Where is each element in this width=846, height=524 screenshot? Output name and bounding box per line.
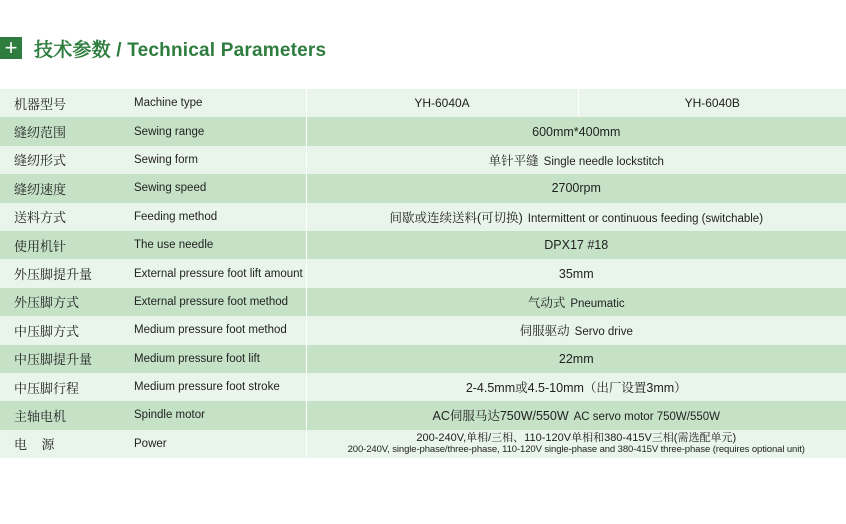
value-cn: 间歇或连续送料(可切换)	[389, 210, 523, 225]
param-name-cn: 外压脚提升量	[0, 259, 134, 287]
param-name-en: Machine type	[134, 89, 306, 117]
param-name-en: Sewing range	[134, 117, 306, 145]
param-value	[306, 288, 846, 316]
plus-icon: +	[0, 37, 22, 59]
parameters-table	[0, 89, 846, 458]
value-cn: 35mm	[558, 266, 594, 281]
param-name-cn: 中压脚方式	[0, 316, 134, 344]
table-row	[0, 259, 846, 287]
table-row	[0, 345, 846, 373]
table-row	[0, 89, 846, 117]
param-name-en: External pressure foot method	[134, 288, 306, 316]
param-name-en: The use needle	[134, 231, 306, 259]
section-header	[0, 36, 846, 60]
param-value	[306, 117, 846, 145]
value-en: Intermittent or continuous feeding (switchable)	[527, 212, 764, 225]
table-row	[0, 288, 846, 316]
table-row	[0, 146, 846, 174]
param-name-en: Sewing form	[134, 146, 306, 174]
table-row	[0, 430, 846, 458]
value-cn: 气动式	[527, 295, 566, 310]
param-name-cn: 中压脚行程	[0, 373, 134, 401]
value-cn: 2-4.5mm或4.5-10mm（出厂设置3mm）	[465, 381, 687, 396]
param-name-cn: 送料方式	[0, 203, 134, 231]
param-name-en: External pressure foot lift amount	[134, 259, 306, 287]
param-name-cn: 机器型号	[0, 89, 134, 117]
param-name-en: Spindle motor	[134, 401, 306, 429]
param-name-cn: 外压脚方式	[0, 288, 134, 316]
param-name-cn: 缝纫形式	[0, 146, 134, 174]
value-en: Servo drive	[574, 326, 633, 339]
param-name-en: Medium pressure foot lift	[134, 345, 306, 373]
param-name-en: Feeding method	[134, 203, 306, 231]
param-name-cn: 电 源	[0, 430, 134, 458]
param-value: YH-6040B	[578, 89, 846, 117]
param-value	[306, 373, 846, 401]
value-en: 200-240V, single-phase/three-phase, 110-120V single-phase and 380-415V three-phase (requires optional unit)	[347, 443, 805, 455]
table-row	[0, 231, 846, 259]
param-value	[306, 203, 846, 231]
value-en: Pneumatic	[570, 297, 625, 310]
param-value: YH-6040A	[306, 89, 578, 117]
param-value	[306, 401, 846, 429]
value-cn: 伺服驱动	[519, 324, 570, 339]
table-row	[0, 316, 846, 344]
param-name-cn: 使用机针	[0, 231, 134, 259]
param-name-en: Medium pressure foot method	[134, 316, 306, 344]
param-value	[306, 345, 846, 373]
value-en: AC servo motor 750W/550W	[573, 411, 720, 424]
table-row	[0, 401, 846, 429]
param-value	[306, 316, 846, 344]
table-row	[0, 117, 846, 145]
page-title: 技术参数 / Technical Parameters	[34, 39, 327, 61]
param-value	[306, 231, 846, 259]
param-name-cn: 缝纫范围	[0, 117, 134, 145]
value-cn: 200-240V,单相/三相、110-120V单相和380-415V三相(需选配单元)	[416, 431, 737, 444]
param-name-en: Sewing speed	[134, 174, 306, 202]
table-row	[0, 203, 846, 231]
param-name-en: Power	[134, 430, 306, 458]
table-row	[0, 174, 846, 202]
param-name-cn: 主轴电机	[0, 401, 134, 429]
param-value	[306, 259, 846, 287]
value-cn: 600mm*400mm	[532, 124, 621, 139]
value-cn: DPX17 #18	[544, 238, 609, 253]
table-row	[0, 373, 846, 401]
value-cn: 22mm	[558, 351, 594, 366]
param-name-cn: 缝纫速度	[0, 174, 134, 202]
param-value	[306, 430, 846, 458]
param-name-en: Medium pressure foot stroke	[134, 373, 306, 401]
param-value	[306, 146, 846, 174]
param-name-cn: 中压脚提升量	[0, 345, 134, 373]
value-en: Single needle lockstitch	[543, 155, 664, 168]
value-cn: 2700rpm	[551, 181, 601, 196]
value-cn: 单针平缝	[488, 153, 539, 168]
param-value	[306, 174, 846, 202]
value-cn: AC伺服马达750W/550W	[432, 409, 569, 424]
